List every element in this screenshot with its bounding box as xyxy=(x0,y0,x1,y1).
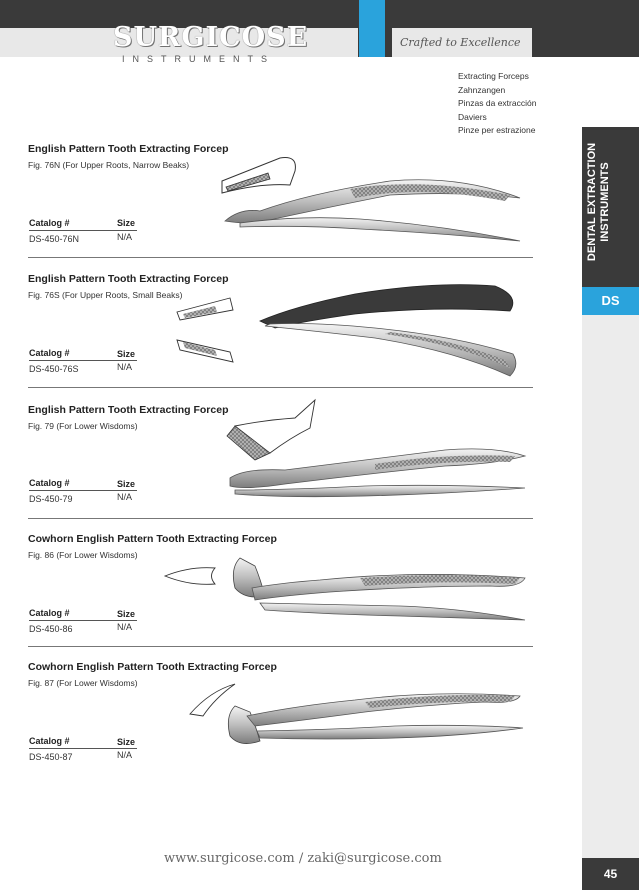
language-list xyxy=(458,70,536,138)
forcep-87-image xyxy=(185,676,530,771)
catalog-underline xyxy=(29,748,137,749)
catalog-label: Catalog # xyxy=(29,218,70,228)
product-fig: Fig. 87 (For Lower Wisdoms) xyxy=(28,678,138,688)
product-title: English Pattern Tooth Extracting Forcep xyxy=(28,404,229,416)
brand-subtitle: INSTRUMENTS xyxy=(122,54,275,64)
product-fig: Fig. 76S (For Upper Roots, Small Beaks) xyxy=(28,290,183,300)
header-accent xyxy=(359,0,385,57)
catalog-underline xyxy=(29,360,137,361)
language-item: Daviers xyxy=(458,111,487,122)
header-bar xyxy=(0,0,639,57)
catalog-label: Catalog # xyxy=(29,478,70,488)
catalog-number: DS-450-76S xyxy=(29,364,79,374)
section-divider xyxy=(28,387,533,388)
catalog-underline xyxy=(29,490,137,491)
product-title: English Pattern Tooth Extracting Forcep xyxy=(28,143,229,155)
size-label: Size xyxy=(117,479,136,489)
catalog-number: DS-450-86 xyxy=(29,624,73,634)
size-value: N/A xyxy=(117,492,133,502)
product-title: English Pattern Tooth Extracting Forcep xyxy=(28,273,229,285)
section-divider xyxy=(28,257,533,258)
product-fig: Fig. 86 (For Lower Wisdoms) xyxy=(28,550,138,560)
sidebar-title-block xyxy=(582,127,639,287)
language-item: Zahnzangen xyxy=(458,84,506,95)
catalog-underline xyxy=(29,230,137,231)
size-label: Size xyxy=(117,349,136,359)
size-value: N/A xyxy=(117,750,133,760)
section-badge: DS xyxy=(582,287,639,315)
language-item: Pinze per estrazione xyxy=(458,125,536,135)
size-label: Size xyxy=(117,609,136,619)
section-divider xyxy=(28,518,533,519)
product-title: Cowhorn English Pattern Tooth Extracting Forcep xyxy=(28,661,277,673)
tagline: Crafted to Excellence xyxy=(400,36,521,49)
product-fig: Fig. 79 (For Lower Wisdoms) xyxy=(28,421,138,431)
size-value: N/A xyxy=(117,232,133,242)
sidebar xyxy=(582,127,639,887)
catalog-label: Catalog # xyxy=(29,608,70,618)
forcep-86-image xyxy=(160,548,535,643)
size-value: N/A xyxy=(117,622,133,632)
product-title: Cowhorn English Pattern Tooth Extracting Forcep xyxy=(28,533,277,545)
catalog-number: DS-450-87 xyxy=(29,752,73,762)
size-label: Size xyxy=(117,218,136,228)
language-item: Pinzas da extracción xyxy=(458,98,537,108)
size-value: N/A xyxy=(117,362,133,372)
language-item: Extracting Forceps xyxy=(458,71,529,81)
catalog-label: Catalog # xyxy=(29,348,70,358)
page-number: 45 xyxy=(582,858,639,890)
catalog-label: Catalog # xyxy=(29,736,70,746)
footer-contact: www.surgicose.com / zaki@surgicose.com xyxy=(164,851,442,866)
forcep-76n-image xyxy=(220,153,540,253)
catalog-number: DS-450-76N xyxy=(29,234,80,244)
product-fig: Fig. 76N (For Upper Roots, Narrow Beaks) xyxy=(28,160,190,170)
catalog-underline xyxy=(29,620,137,621)
size-label: Size xyxy=(117,737,136,747)
sidebar-title: DENTAL EXTRACTION INSTRUMENTS xyxy=(586,142,611,262)
forcep-79-image xyxy=(225,398,535,508)
forcep-76s-image xyxy=(175,276,535,386)
section-divider xyxy=(28,646,533,647)
brand-logo: SURGICOSE xyxy=(113,22,309,53)
catalog-number: DS-450-79 xyxy=(29,494,73,504)
